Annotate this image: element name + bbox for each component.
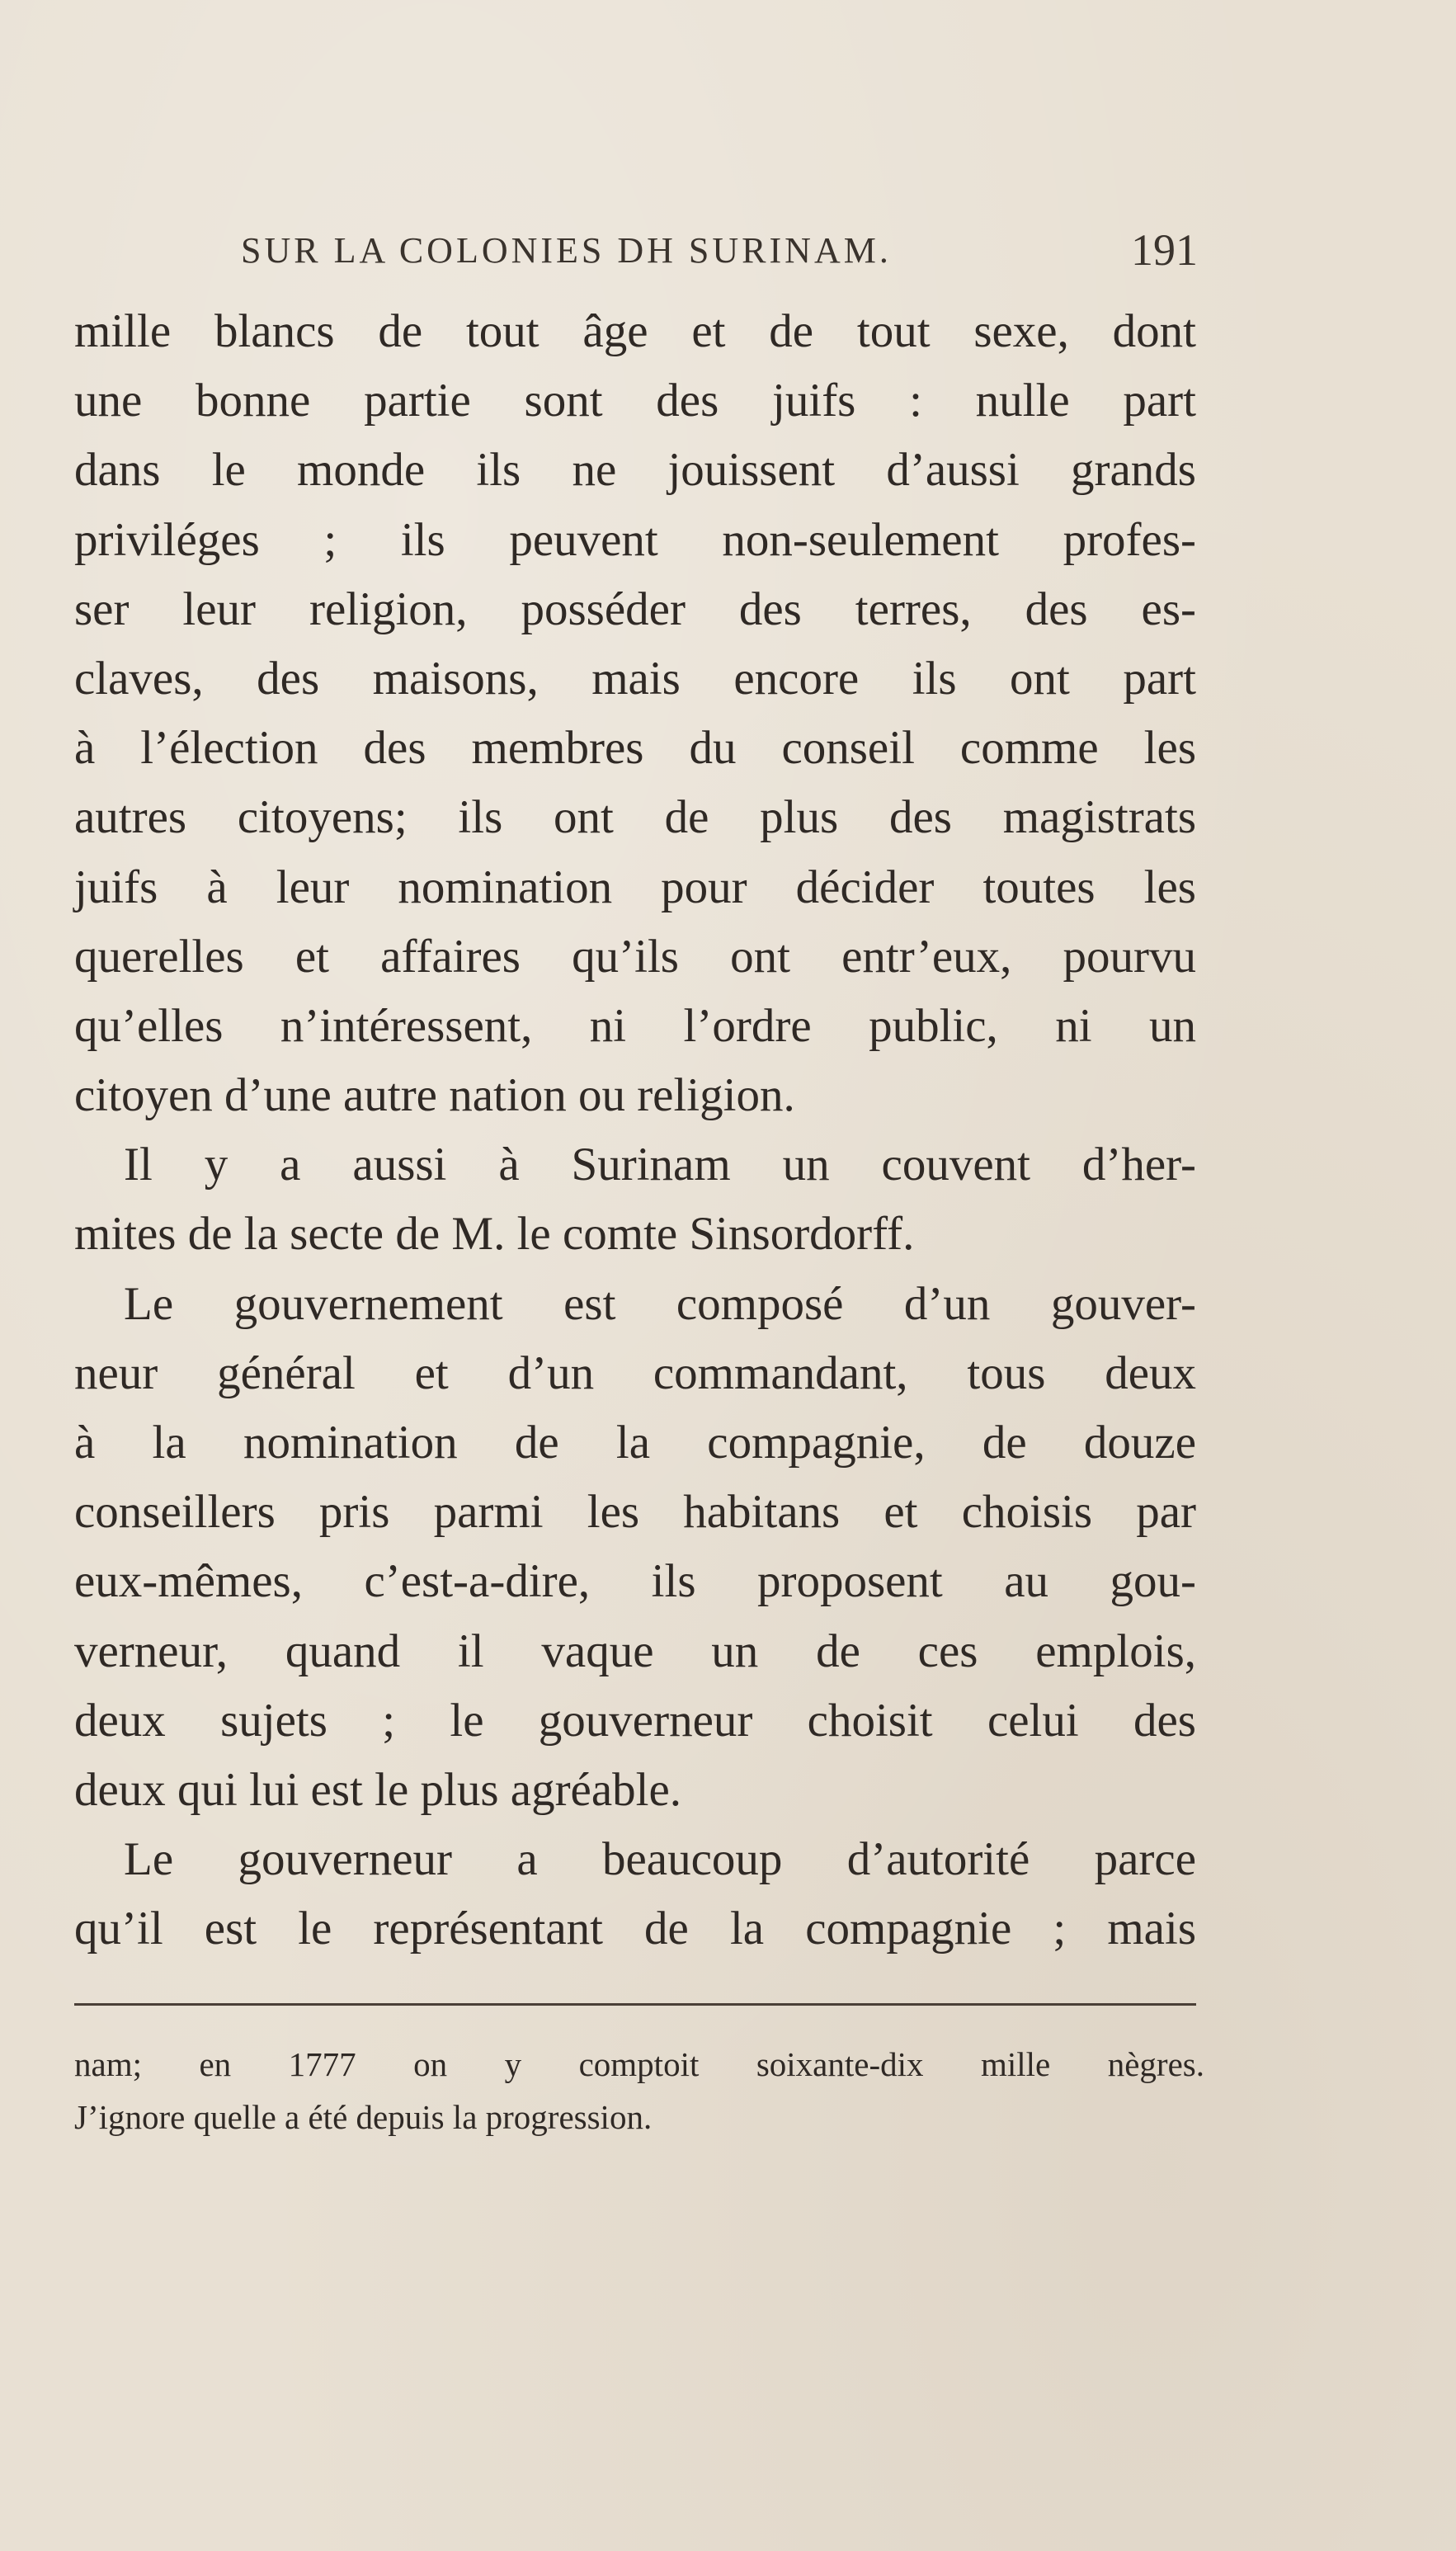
body-line: à la nomination de la compagnie, de douze xyxy=(74,1417,1196,1469)
body-line: autres citoyens; ils ont de plus des magistrats xyxy=(74,791,1196,844)
body-line: verneur, quand il vaque un de ces emplois, xyxy=(74,1624,1196,1677)
body-line: à l’élection des membres du conseil comme les xyxy=(74,722,1196,775)
footnote-line: nam; en 1777 on y comptoit soixante-dix mille nègres. xyxy=(74,2045,1204,2083)
body-line: deux sujets ; le gouverneur choisit celui des xyxy=(74,1694,1196,1747)
paragraph-start: Le gouverneur a beaucoup d’autorité parce xyxy=(124,1833,1196,1886)
body-line: ser leur religion, posséder des terres, des es- xyxy=(74,582,1196,635)
paragraph-start: Le gouvernement est composé d’un gouver- xyxy=(124,1277,1196,1330)
body-line: mille blancs de tout âge et de tout sexe, dont xyxy=(74,305,1196,357)
running-head: SUR LA COLONIES DH SURINAM. xyxy=(241,230,892,271)
page-number: 191 xyxy=(1131,225,1198,275)
body-line: eux-mêmes, c’est-a-dire, ils proposent au gou- xyxy=(74,1555,1196,1608)
body-line: citoyen d’une autre nation ou religion. xyxy=(74,1069,795,1122)
page-header xyxy=(241,225,1198,279)
body-line: une bonne partie sont des juifs : nulle part xyxy=(74,375,1196,427)
body-line: priviléges ; ils peuvent non-seulement profes- xyxy=(74,513,1196,566)
footnote xyxy=(74,2038,1204,2143)
body-line: dans le monde ils ne jouissent d’aussi grands xyxy=(74,444,1196,497)
body-line: querelles et affaires qu’ils ont entr’eux, pourvu xyxy=(74,930,1196,983)
body-line: conseillers pris parmi les habitans et choisis par xyxy=(74,1486,1196,1539)
body-line: mites de la secte de M. le comte Sinsordorff. xyxy=(74,1208,915,1261)
body-text xyxy=(74,297,1196,1964)
body-line: deux qui lui est le plus agréable. xyxy=(74,1763,682,1816)
body-line: claves, des maisons, mais encore ils ont part xyxy=(74,652,1196,705)
body-line: qu’elles n’intéressent, ni l’ordre public, ni un xyxy=(74,999,1196,1052)
footnote-rule xyxy=(74,2003,1196,2006)
body-line: neur général et d’un commandant, tous deux xyxy=(74,1346,1196,1399)
body-line: qu’il est le représentant de la compagnie ; mais xyxy=(74,1903,1196,1955)
footnote-line: J’ignore quelle a été depuis la progression. xyxy=(74,2098,653,2136)
paragraph-start: Il y a aussi à Surinam un couvent d’her- xyxy=(124,1139,1196,1191)
body-line: juifs à leur nomination pour décider toutes les xyxy=(74,861,1196,913)
